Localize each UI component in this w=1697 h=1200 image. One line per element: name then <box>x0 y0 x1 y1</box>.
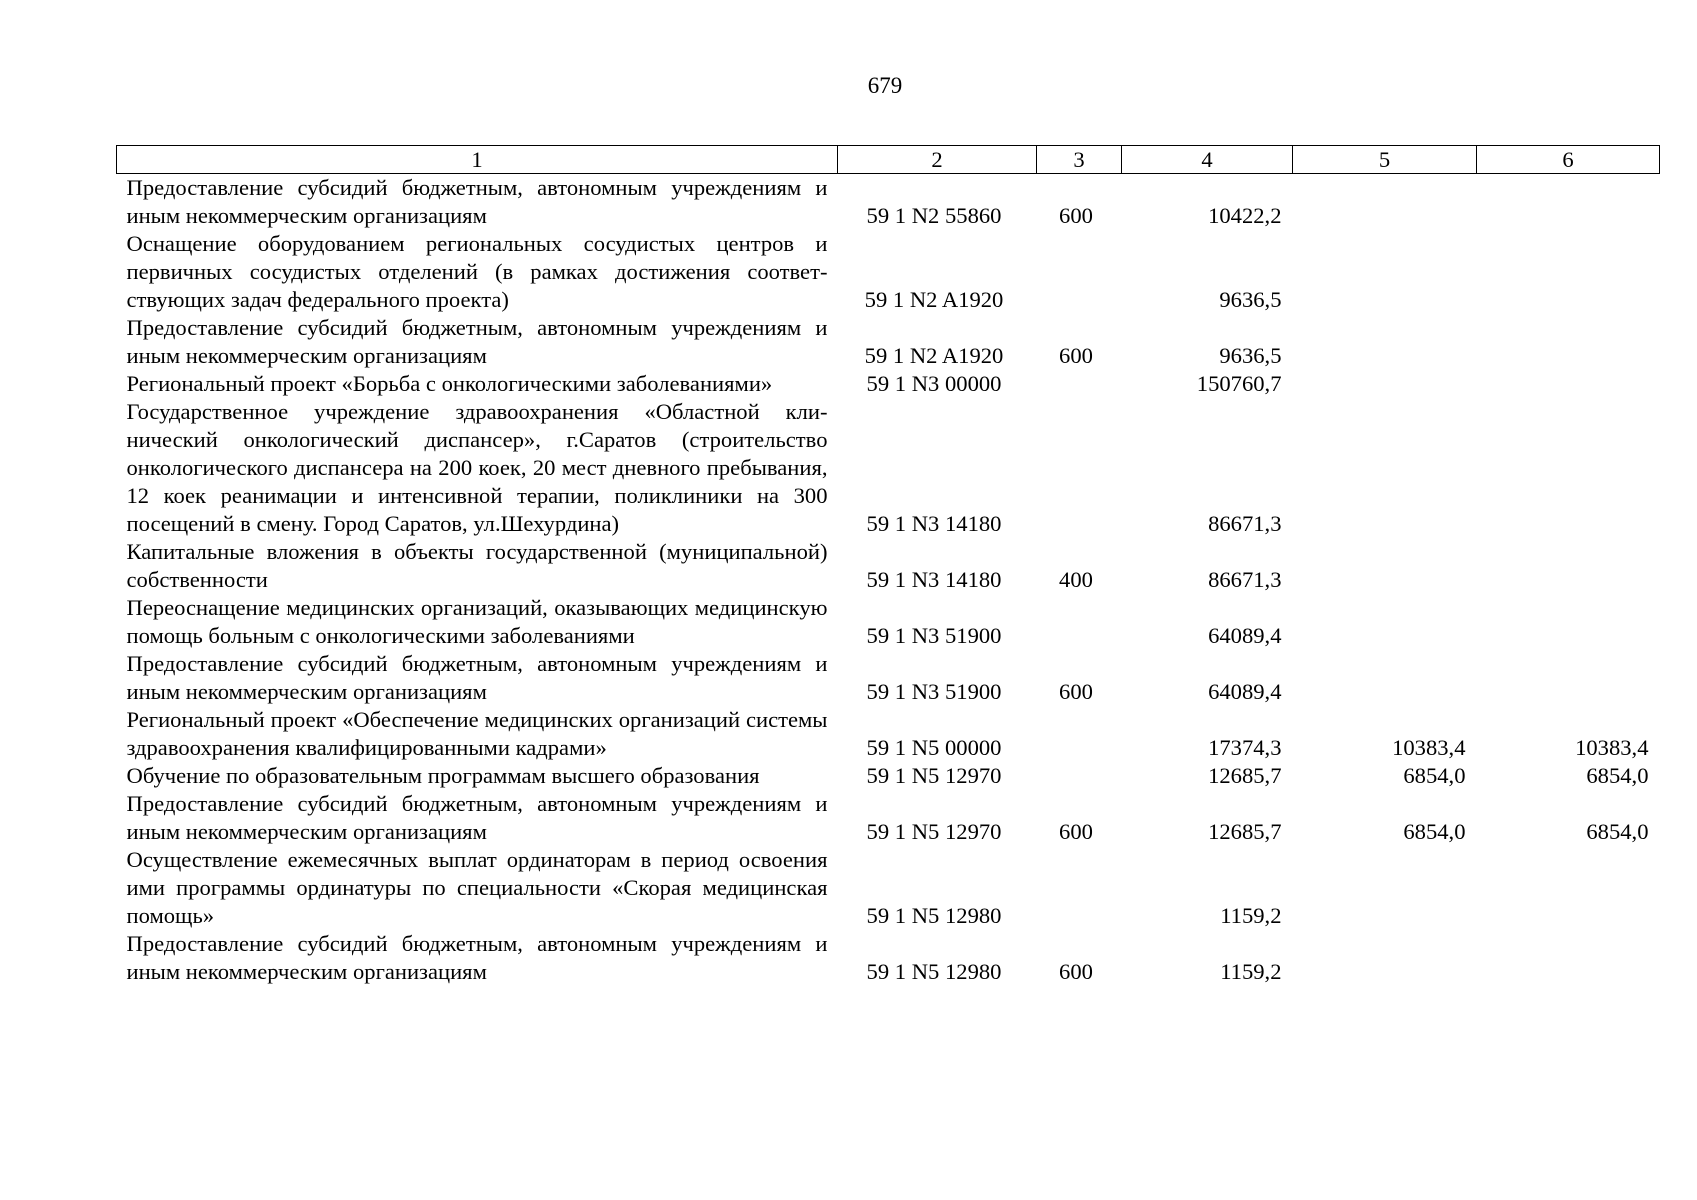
row-type: 400 <box>1059 567 1093 592</box>
row-value-6 <box>1477 398 1660 538</box>
row-value-6 <box>1477 538 1660 594</box>
row-code: 59 1 N5 12980 <box>866 903 1002 928</box>
row-type <box>1037 398 1122 538</box>
row-value-4: 9636,5 <box>1219 343 1282 368</box>
table-row <box>117 846 1660 930</box>
row-value-5 <box>1293 174 1477 231</box>
page-number: 679 <box>867 73 903 98</box>
row-value-6 <box>1477 650 1660 706</box>
row-value-5 <box>1293 314 1477 370</box>
row-name: Предоставление субсидий бюджетным, автономным учреждениям и иным некоммерческим организациям <box>126 931 828 984</box>
table-row <box>117 314 1660 370</box>
row-value-5 <box>1293 930 1477 986</box>
row-value-4: 12685,7 <box>1208 763 1282 788</box>
row-code: 59 1 N2 55860 <box>866 203 1002 228</box>
row-type: 600 <box>1059 959 1093 984</box>
budget-table <box>116 145 1660 986</box>
row-value-4: 9636,5 <box>1219 287 1282 312</box>
row-name: Предоставление субсидий бюджетным, автономным учреждениям и иным некоммерческим организациям <box>126 175 828 228</box>
row-code: 59 1 N5 12970 <box>866 763 1002 788</box>
row-code: 59 1 N3 51900 <box>866 623 1002 648</box>
table-row <box>117 174 1660 231</box>
row-value-5 <box>1293 538 1477 594</box>
row-value-4: 64089,4 <box>1208 679 1282 704</box>
table-row <box>117 790 1660 846</box>
table-row <box>117 650 1660 706</box>
row-code: 59 1 N2 A1920 <box>864 287 1004 312</box>
row-value-4: 86671,3 <box>1208 567 1282 592</box>
row-value-4: 12685,7 <box>1208 819 1282 844</box>
row-name: Предоставление субсидий бюджетным, автономным учреждениям и иным некоммерческим организациям <box>126 791 828 844</box>
row-value-6: 10383,4 <box>1575 735 1649 760</box>
row-value-5 <box>1293 846 1477 930</box>
row-type <box>1037 230 1122 314</box>
row-value-6 <box>1477 314 1660 370</box>
table-row <box>117 930 1660 986</box>
row-value-5 <box>1293 370 1477 398</box>
header-row <box>117 146 1660 174</box>
table-row <box>117 762 1660 790</box>
row-type: 600 <box>1059 203 1093 228</box>
row-value-5: 6854,0 <box>1403 819 1466 844</box>
row-code: 59 1 N2 A1920 <box>864 343 1004 368</box>
row-value-5 <box>1293 650 1477 706</box>
row-name: Предоставление субсидий бюджетным, автономным учреждениям и иным некоммерческим организациям <box>126 651 828 704</box>
row-value-5: 6854,0 <box>1403 763 1466 788</box>
row-code: 59 1 N3 51900 <box>866 679 1002 704</box>
row-type <box>1037 846 1122 930</box>
table-header <box>117 146 1660 174</box>
table-row <box>117 398 1660 538</box>
row-code: 59 1 N3 00000 <box>866 371 1002 396</box>
row-value-6: 6854,0 <box>1586 763 1649 788</box>
row-value-6 <box>1477 930 1660 986</box>
row-name: Предоставление субсидий бюджетным, автономным учреждениям и иным некоммерческим организациям <box>126 315 828 368</box>
row-type: 600 <box>1059 819 1093 844</box>
table-row <box>117 706 1660 762</box>
header-col-1: 1 <box>117 146 838 174</box>
row-type <box>1037 594 1122 650</box>
row-name: Оснащение оборудованием региональных сосудистых центров и первичных сосудистых отделений (в рамках достижения соответствующих задач федерального проекта) <box>126 231 828 312</box>
row-code: 59 1 N5 00000 <box>866 735 1002 760</box>
row-value-4: 150760,7 <box>1196 371 1282 396</box>
row-value-4: 17374,3 <box>1208 735 1282 760</box>
row-name: Региональный проект «Обеспечение медицинских организаций системы здравоохранения квалифицированными кадрами» <box>126 707 828 760</box>
row-value-4: 1159,2 <box>1220 959 1282 984</box>
row-name: Переоснащение медицинских организаций, оказывающих медицинскую помощь больным с онкологическими заболеваниями <box>126 595 828 648</box>
row-type <box>1037 762 1122 790</box>
row-code: 59 1 N3 14180 <box>866 567 1002 592</box>
row-name: Капитальные вложения в объекты государственной (муниципальной) собственности <box>126 539 828 592</box>
table-body <box>117 174 1660 987</box>
row-value-4: 86671,3 <box>1208 511 1282 536</box>
row-type <box>1037 370 1122 398</box>
header-col-6: 6 <box>1477 146 1660 174</box>
row-value-4: 64089,4 <box>1208 623 1282 648</box>
header-col-2: 2 <box>838 146 1037 174</box>
row-name: Региональный проект «Борьба с онкологическими заболеваниями» <box>126 371 773 396</box>
header-col-4: 4 <box>1122 146 1293 174</box>
row-value-5 <box>1293 594 1477 650</box>
row-type: 600 <box>1059 679 1093 704</box>
row-code: 59 1 N5 12980 <box>866 959 1002 984</box>
row-value-4: 1159,2 <box>1220 903 1282 928</box>
row-value-6 <box>1477 846 1660 930</box>
row-code: 59 1 N5 12970 <box>866 819 1002 844</box>
table-row <box>117 594 1660 650</box>
table-row <box>117 538 1660 594</box>
table-row <box>117 370 1660 398</box>
row-code: 59 1 N3 14180 <box>866 511 1002 536</box>
row-value-4: 10422,2 <box>1208 203 1282 228</box>
header-col-3: 3 <box>1037 146 1122 174</box>
row-type <box>1037 706 1122 762</box>
row-name: Осуществление ежемесячных выплат ординаторам в период освоения ими программы ординатуры по специальности «Скорая медицинская помощь» <box>126 847 828 928</box>
row-value-6 <box>1477 174 1660 231</box>
row-type: 600 <box>1059 343 1093 368</box>
row-value-5: 10383,4 <box>1392 735 1466 760</box>
row-name: Обучение по образовательным программам высшего образования <box>126 763 760 788</box>
row-value-6 <box>1477 370 1660 398</box>
header-col-5: 5 <box>1293 146 1477 174</box>
row-value-5 <box>1293 398 1477 538</box>
row-value-5 <box>1293 230 1477 314</box>
row-value-6 <box>1477 594 1660 650</box>
row-value-6: 6854,0 <box>1586 819 1649 844</box>
table-row <box>117 230 1660 314</box>
row-value-6 <box>1477 230 1660 314</box>
row-name: Государственное учреждение здравоохранения «Областной клинический онкологический диспансер», г.Саратов (строительство онкологического диспансера на 200 коек, 20 мест дневного пребывания, 12 коек реанимации и интенсивной терапии, поликлиники на 300 посещений в смену. Город Саратов, ул.Шехурдина) <box>126 399 828 536</box>
